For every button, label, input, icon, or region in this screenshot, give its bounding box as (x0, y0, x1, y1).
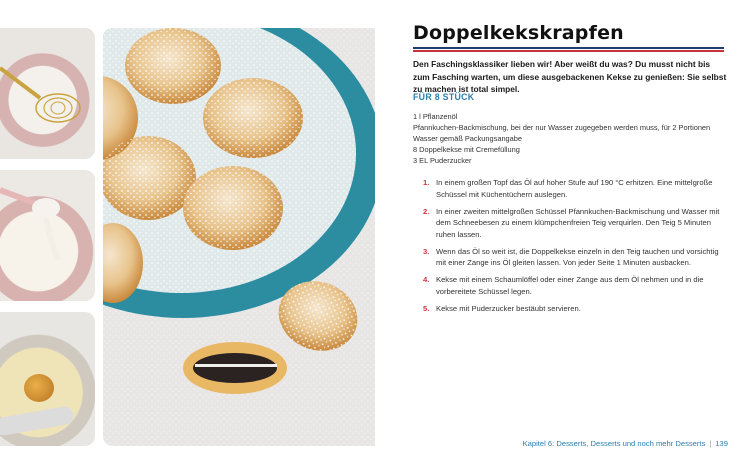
ingredient-item: Wasser gemäß Packungsangabe (413, 134, 523, 144)
photo-finished-krapfen (103, 28, 375, 446)
title-rule-blue (413, 47, 724, 49)
ingredient-item: 3 EL Puderzucker (413, 156, 472, 166)
chapter-title: Kapitel 6: Desserts, Desserts und noch mehr Desserts (522, 439, 706, 448)
whisk-illustration (0, 28, 95, 159)
ingredient-item: 1 l Pflanzenöl (413, 112, 458, 121)
step-text: In einem großen Topf das Öl auf hoher Stufe auf 190 °C erhitzen. Eine mittelgroße Schüssel mit Küchentüchern auslegen. (436, 178, 713, 199)
instruction-step (423, 274, 723, 297)
step-text: Wenn das Öl so weit ist, die Doppelkekse einzeln in den Teig tauchen und vorsichtig mit einer Zange ins Öl gleiten lassen. Von jeder Seite 1 Minuten ausbacken. (436, 246, 719, 268)
step-number: 1. (423, 178, 430, 187)
page-number: 139 (715, 439, 728, 448)
ingredient-item: 8 Doppelkekse mit Cremefüllung (413, 145, 520, 155)
ingredient-item: Pfannkuchen-Backmischung, bei der nur Wasser zugegeben werden muss, für 2 Portionen (413, 123, 711, 133)
title-rule-red (413, 50, 724, 52)
page-footer (523, 439, 728, 448)
recipe-title: Doppelkekskrapfen (413, 22, 624, 44)
footer-separator: | (709, 439, 712, 448)
frying-cookie (24, 374, 54, 402)
step-text: Kekse mit einem Schaumlöffel oder einer Zange aus dem Öl nehmen und in die vorbereitete Schüssel legen. (436, 275, 704, 296)
step-number: 3. (423, 246, 430, 256)
step-text: In einer zweiten mittelgroßen Schüssel Pfannkuchen-Backmischung und Wasser mit dem Schneebesen zu einem klümpchenfreien Teig verquirlen. Den Teig 5 Minuten ruhen lassen. (436, 206, 720, 239)
instruction-list (423, 177, 723, 320)
instruction-step (423, 303, 723, 315)
instruction-step (423, 246, 723, 269)
ingredient-list (413, 111, 728, 166)
servings-label: FÜR 8 STÜCK (413, 92, 475, 102)
instruction-step (423, 177, 723, 200)
photo-cookie-dipped-in-batter (0, 170, 95, 301)
step-number: 5. (423, 303, 430, 313)
step-text: Kekse mit Puderzucker bestäubt servieren. (436, 303, 581, 313)
tongs-illustration (0, 170, 95, 301)
slotted-spoon (0, 405, 75, 437)
instruction-step (423, 206, 723, 241)
step-number: 4. (423, 275, 430, 285)
photo-batter-whisk (0, 28, 95, 159)
photo-frying-in-oil (0, 312, 95, 446)
finished-krapfen-illustration (103, 28, 375, 446)
recipe-intro: Den Faschingsklassiker lieben wir! Aber weißt du was? Du musst nicht bis zum Fasching warten, um diese ausgebackenen Kekse zu genießen: Sie selbst zu machen ist total simpel. (413, 59, 727, 94)
step-number: 2. (423, 206, 430, 216)
